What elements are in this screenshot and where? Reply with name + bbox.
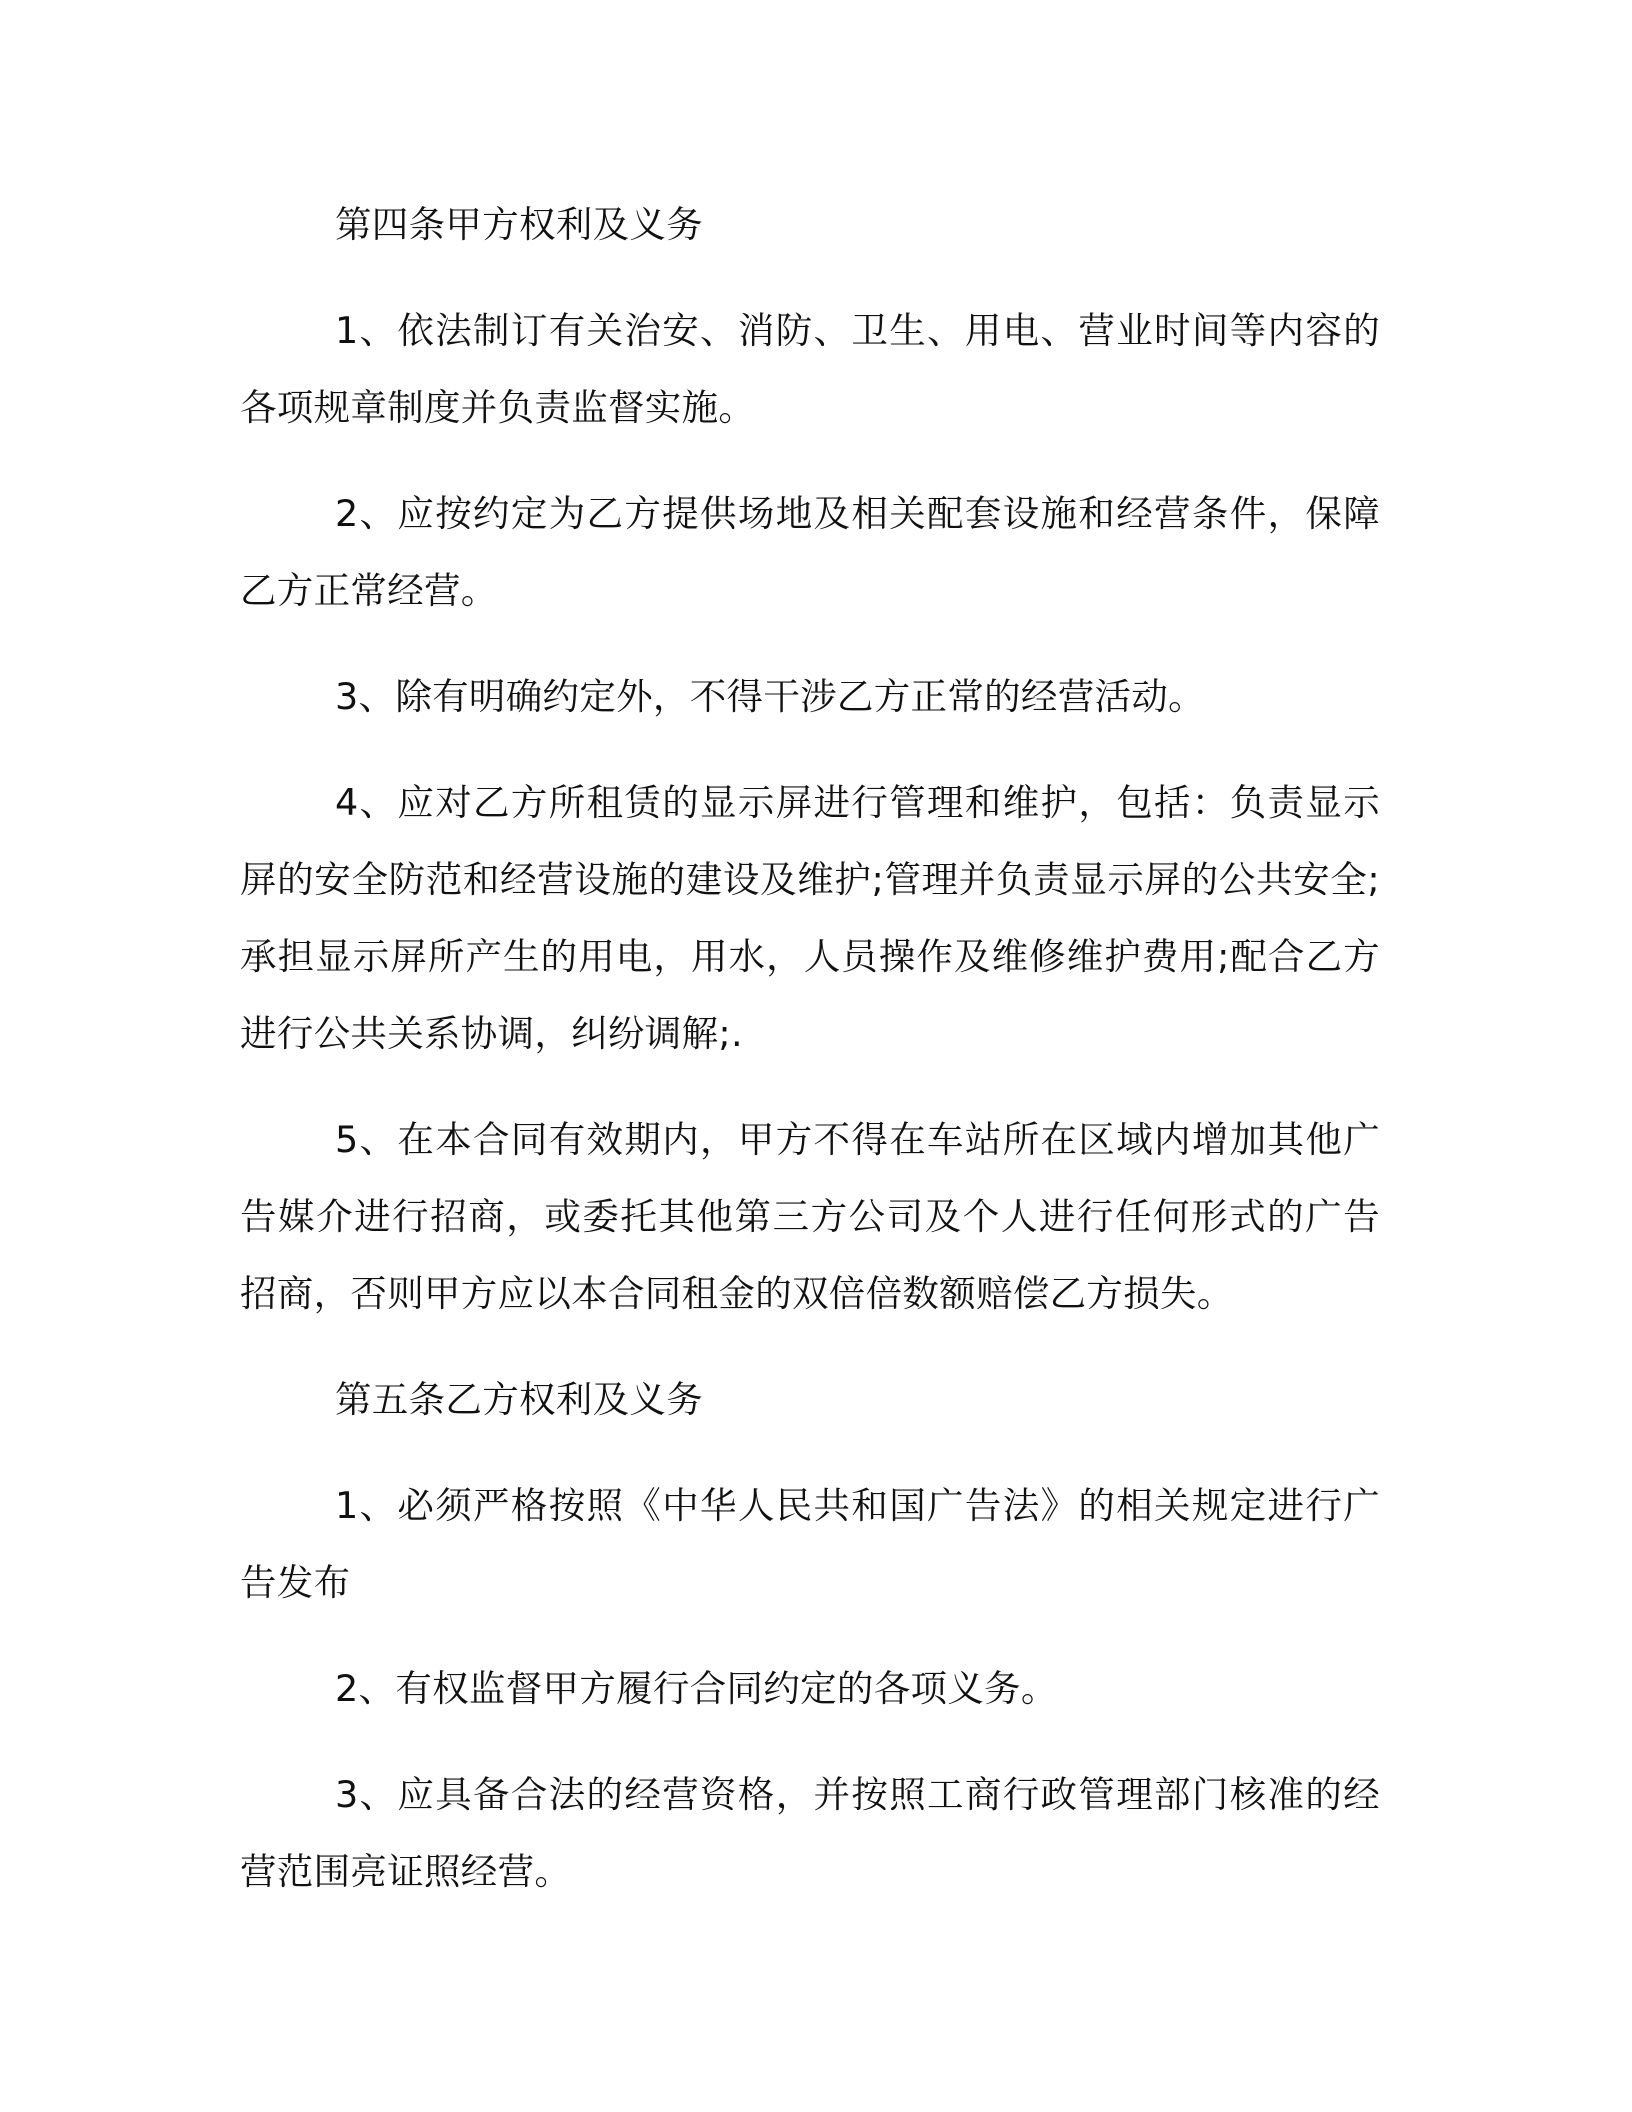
clause-paragraph: 3、应具备合法的经营资格，并按照工商行政管理部门核准的经营范围亮证照经营。 [240, 1773, 1380, 1893]
clause-paragraph: 1、必须严格按照《中华人民共和国广告法》的相关规定进行广告发布 [240, 1484, 1380, 1604]
document-body [240, 186, 1380, 1939]
section-heading: 第四条甲方权利及义务 [335, 203, 703, 246]
clause-paragraph: 2、应按约定为乙方提供场地及相关配套设施和经营条件，保障乙方正常经营。 [240, 492, 1380, 612]
clause-paragraph: 1、依法制订有关治安、消防、卫生、用电、营业时间等内容的各项规章制度并负责监督实施。 [240, 309, 1380, 429]
clause-paragraph: 3、除有明确约定外，不得干涉乙方正常的经营活动。 [335, 675, 1205, 718]
clause-paragraph: 4、应对乙方所租赁的显示屏进行管理和维护，包括：负责显示屏的安全防范和经营设施的建设及维护;管理并负责显示屏的公共安全;承担显示屏所产生的用电，用水，人员操作及维修维护费用;配合乙方进行公共关系协调，纠纷调解;. [240, 781, 1380, 1055]
clause-paragraph: 5、在本合同有效期内，甲方不得在车站所在区域内增加其他广告媒介进行招商，或委托其他第三方公司及个人进行任何形式的广告招商，否则甲方应以本合同租金的双倍倍数额赔偿乙方损失。 [240, 1118, 1380, 1315]
section-heading: 第五条乙方权利及义务 [335, 1378, 703, 1421]
clause-paragraph: 2、有权监督甲方履行合同约定的各项义务。 [335, 1667, 1058, 1710]
